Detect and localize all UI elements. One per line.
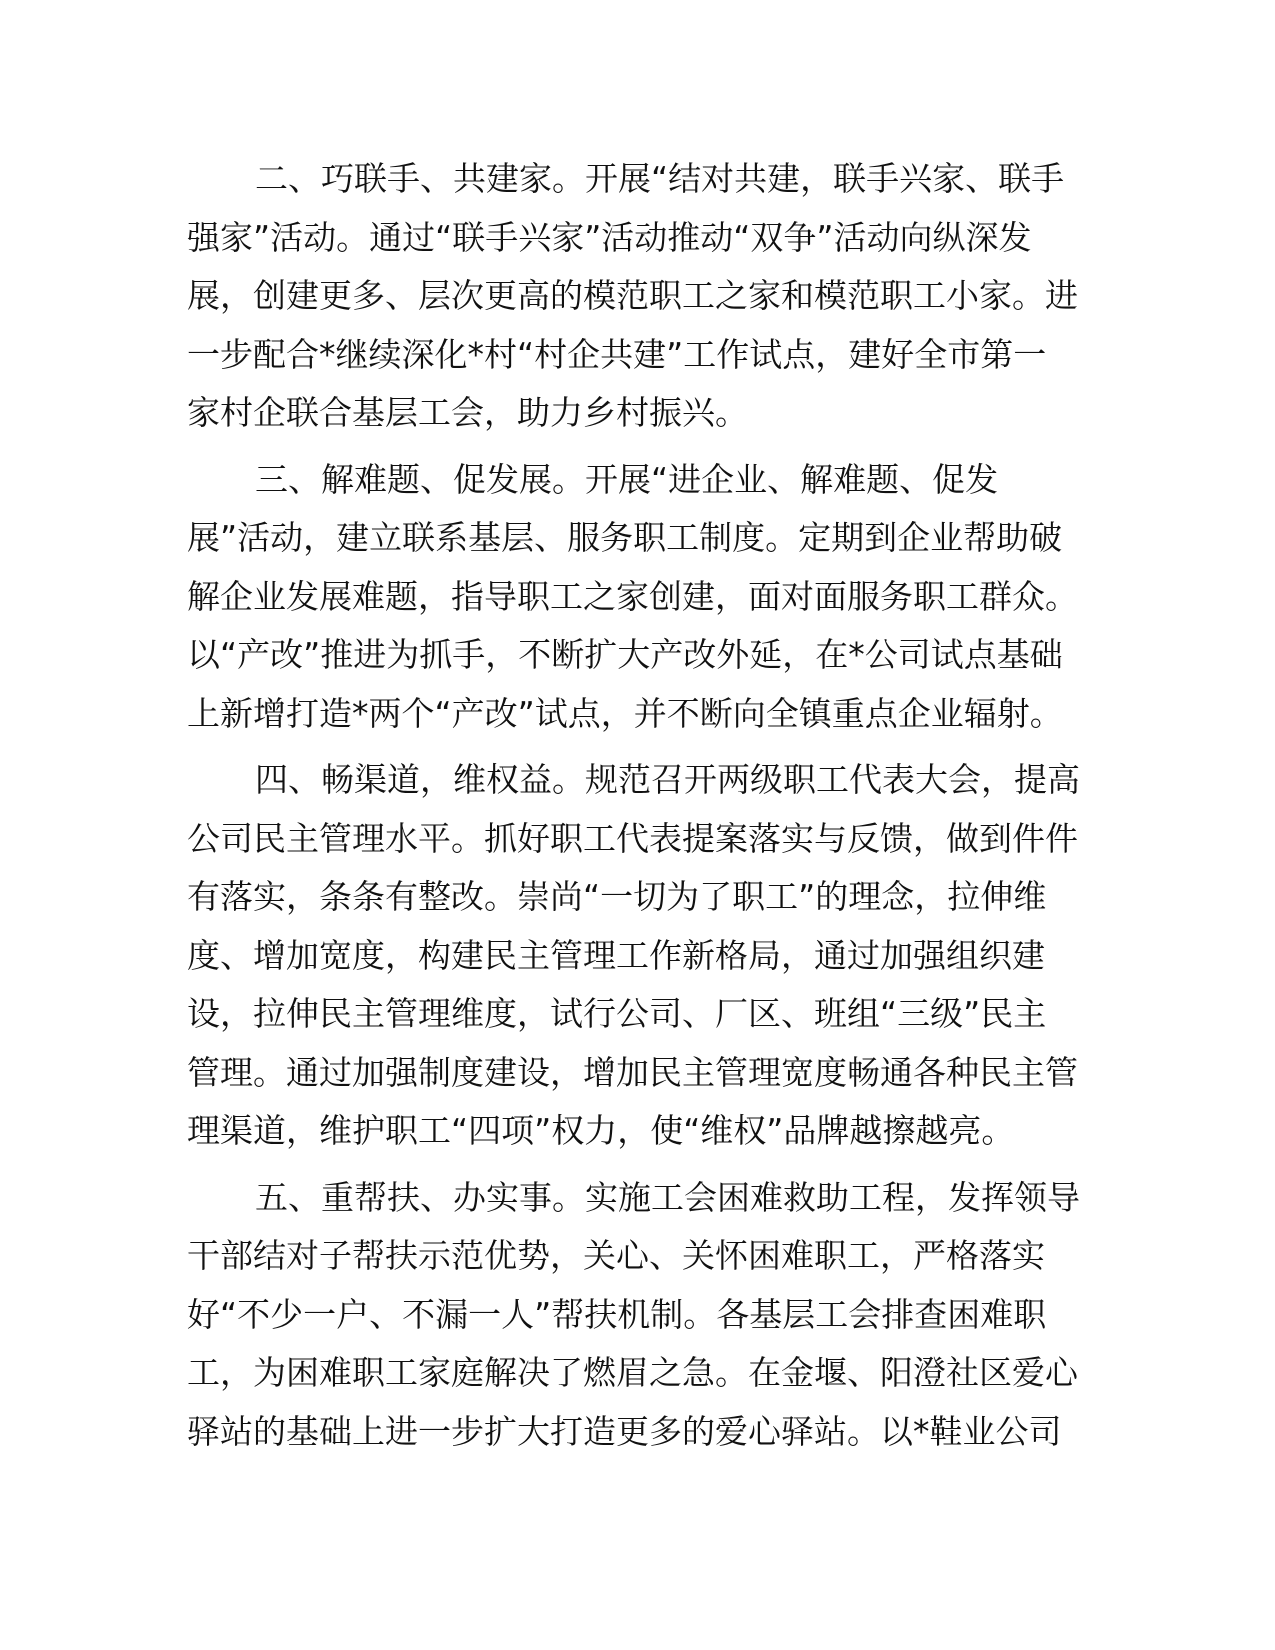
paragraph-line: 设，拉伸民主管理维度，试行公司、厂区、班组“三级”民主 (187, 994, 1047, 1033)
paragraph-3 (187, 451, 1087, 744)
paragraph-line: 驿站的基础上进一步扩大打造更多的爱心驿站。以*鞋业公司 (187, 1411, 1062, 1451)
paragraph-line: 展”活动，建立联系基层、服务职工制度。定期到企业帮助破 (187, 518, 1063, 557)
paragraph-line: 理渠道，维护职工“四项”权力，使“维权”品牌越擦越亮。 (187, 1111, 1015, 1150)
paragraph-line: 二、巧联手、共建家。开展“结对共建，联手兴家、联手 (255, 159, 1065, 198)
paragraph-line: 四、畅渠道，维权益。规范召开两级职工代表大会，提高 (255, 760, 1080, 799)
paragraph-line: 干部结对子帮扶示范优势，关心、关怀困难职工，严格落实 (187, 1236, 1045, 1275)
paragraph-line: 公司民主管理水平。抓好职工代表提案落实与反馈，做到件件 (187, 818, 1078, 858)
paragraph-line: 度、增加宽度，构建民主管理工作新格局，通过加强组织建 (187, 935, 1045, 975)
document-body (187, 150, 1087, 1469)
paragraph-2 (187, 150, 1087, 443)
paragraph-line: 强家”活动。通过“联手兴家”活动推动“双争”活动向纵深发 (187, 217, 1032, 257)
paragraph-line: 解企业发展难题，指导职工之家创建，面对面服务职工群众。 (187, 576, 1078, 616)
paragraph-line: 工，为困难职工家庭解决了燃眉之急。在金堰、阳澄社区爱心 (187, 1353, 1078, 1392)
paragraph-line: 上新增打造*两个“产改”试点，并不断向全镇重点企业辐射。 (187, 693, 1063, 733)
paragraph-line: 管理。通过加强制度建设，增加民主管理宽度畅通各种民主管 (187, 1052, 1078, 1092)
paragraph-5 (187, 1169, 1087, 1462)
paragraph-line: 以“产改”推进为抓手，不断扩大产改外延，在*公司试点基础 (187, 635, 1063, 674)
paragraph-line: 家村企联合基层工会，助力乡村振兴。 (187, 393, 748, 432)
paragraph-line: 好“不少一户、不漏一人”帮扶机制。各基层工会排查困难职 (187, 1294, 1047, 1334)
paragraph-line: 三、解难题、促发展。开展“进企业、解难题、促发 (255, 459, 999, 499)
paragraph-4 (187, 751, 1087, 1161)
paragraph-line: 展，创建更多、层次更高的模范职工之家和模范职工小家。进 (187, 276, 1078, 315)
paragraph-line: 一步配合*继续深化*村“村企共建”工作试点，建好全市第一 (187, 334, 1047, 374)
paragraph-line: 五、重帮扶、办实事。实施工会困难救助工程，发挥领导 (255, 1177, 1080, 1217)
paragraph-line: 有落实，条条有整改。崇尚“一切为了职工”的理念，拉伸维 (187, 877, 1047, 916)
